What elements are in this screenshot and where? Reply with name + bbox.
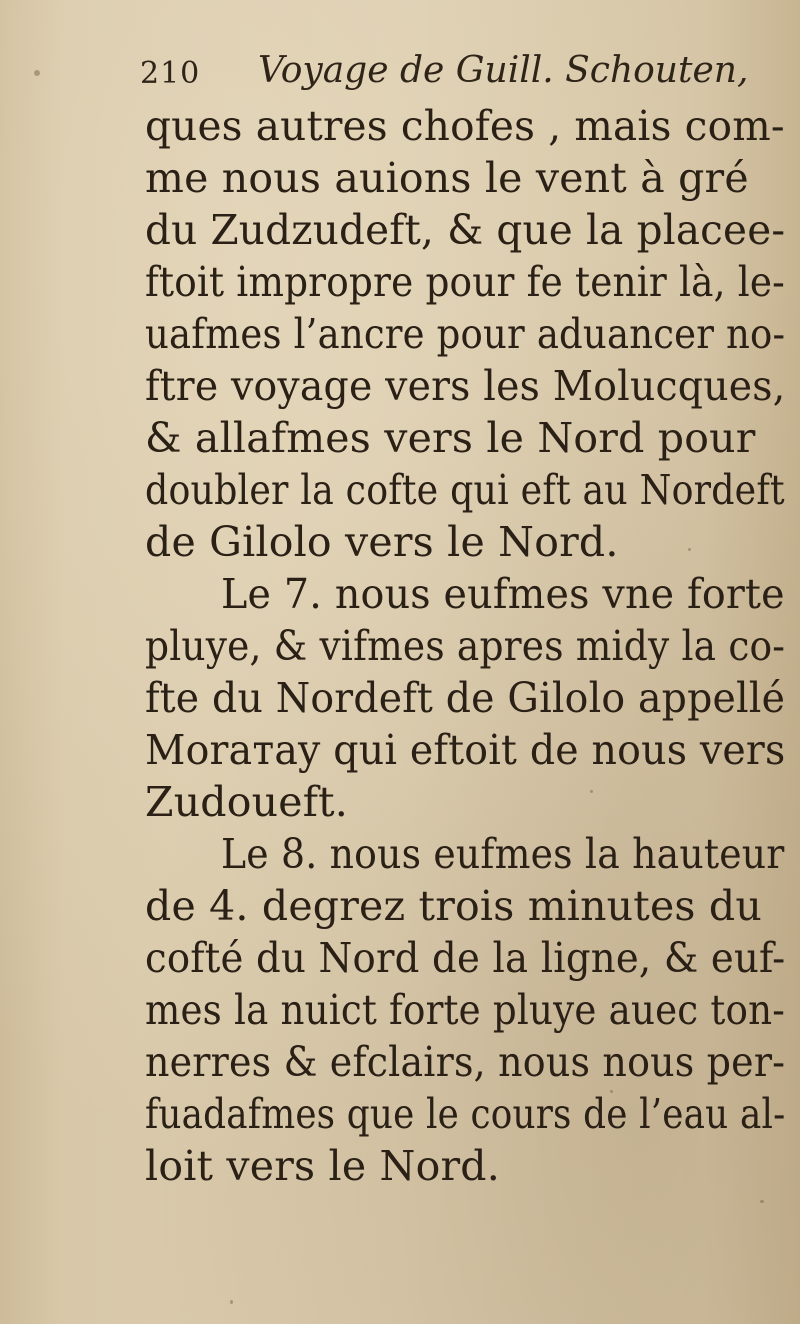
text-line: Morатay qui eftoit de nous vers <box>145 726 786 774</box>
running-head: Voyage de Guill. Schouten, <box>258 50 749 91</box>
text-line: uafmes l’ancre pour aduancer no- <box>145 310 786 358</box>
text-line: fte du Nordeft de Gilolo appellé <box>145 674 786 722</box>
text-line: me nous auions le vent à gré <box>145 154 749 202</box>
text-line: nerres & efclairs, nous nous per- <box>145 1038 786 1086</box>
paper-speck <box>590 790 593 793</box>
text-line: & allafmes vers le Nord pour <box>145 414 756 462</box>
text-line: doubler la cofte qui eft au Nordeft <box>145 466 785 514</box>
paper-speck <box>760 1200 764 1203</box>
text-line: de Gilolo vers le Nord. <box>145 518 619 566</box>
text-line: ques autres chofes , mais com- <box>145 102 785 150</box>
text-line: Le 7. nous eufmes vne forte <box>221 570 785 618</box>
page-number: 210 <box>140 56 201 91</box>
text-line: ftre voyage vers les Molucques, <box>145 362 786 410</box>
paper-speck <box>230 1300 233 1304</box>
page-header <box>140 48 749 98</box>
text-line: fuadafmes que le cours de l’eau al- <box>145 1090 786 1138</box>
text-line: Zudoueft. <box>145 778 348 826</box>
text-line: mes la nuict forte pluye auec ton- <box>145 986 785 1034</box>
text-line: cofté du Nord de la ligne, & euf- <box>145 934 786 982</box>
text-line: pluye, & vifmes apres midy la co- <box>145 622 786 670</box>
text-line: ftoit impropre pour fe tenir là, le- <box>145 258 785 306</box>
text-line: Le 8. nous eufmes la hauteur <box>221 830 785 878</box>
paper-speck <box>688 548 691 551</box>
text-line: loit vers le Nord. <box>145 1142 500 1190</box>
text-line: de 4. degrez trois minutes du <box>145 882 762 930</box>
text-line: du Zudzudeft, & que la placee- <box>145 206 786 254</box>
paper-speck <box>34 70 40 76</box>
